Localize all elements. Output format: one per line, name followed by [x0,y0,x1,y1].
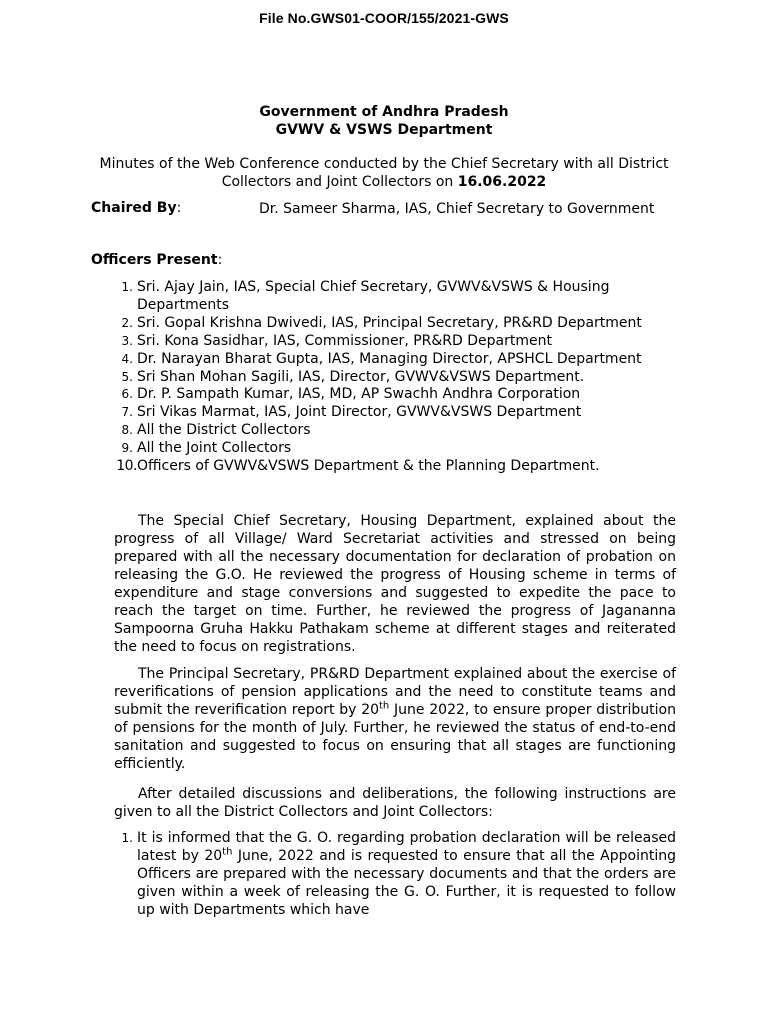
minutes-heading [90,155,678,191]
chaired-by-value: Dr. Sameer Sharma, IAS, Chief Secretary to Government [259,201,655,217]
list-item: 3. Sri. Kona Sasidhar, IAS, Commissioner, PR&RD Department [121,332,552,349]
list-item: 2. Sri. Gopal Krishna Dwivedi, IAS, Principal Secretary, PR&RD Department [121,314,642,331]
list-item: 7. Sri Vikas Marmat, IAS, Joint Director, GVWV&VSWS Department [121,404,582,421]
officers-present-label: Officers Present: [91,252,223,268]
list-item: 1. It is informed that the G. O. regarding probation declaration will be released latest by 20th June, 2022 and is requested to ensure that all the Appointing Officers are prepared with the necessary documents and that the orders are given within a week of releasing the G. O. Further, it is requested to follow up with Departments which have [121,830,676,918]
paragraph-prrd: The Principal Secretary, PR&RD Department explained about the exercise of reverifications of pension applications and the need to constitute teams and submit the reverification report by 20th June 2022, to ensure proper distribution of pensions for the month of July. Further, he reviewed the status of end-to-end sanitation and suggested to focus on ensuring that all stages are functioning efficiently. [114,666,676,772]
paragraph-instructions-intro: After detailed discussions and deliberations, the following instructions are given to all the District Collectors and Joint Collectors: [114,786,676,820]
list-item: 10. Officers of GVWV&VSWS Department & the Planning Department. [116,458,600,475]
file-number: File No.GWS01-COOR/155/2021-GWS [259,10,509,26]
minutes-text: Minutes of the Web Conference conducted by the Chief Secretary with all District Collectors and Joint Collectors on [99,156,669,190]
instructions-list [105,829,676,919]
department-title: GVWV & VSWS Department [275,122,493,138]
paragraph-housing: The Special Chief Secretary, Housing Department, explained about the progress of all Village/ Ward Secretariat activities and stressed on being prepared with all the necessary documentation for declaration of probation on releasing the G.O. He reviewed the progress of Housing scheme in terms of expenditure and stage conversions and suggested to expedite the pace to reach the target on time. Further, he reviewed the progress of Jagananna Sampoorna Gruha Hakku Pathakam scheme at different stages and reiterated the need to focus on registrations. [114,513,676,655]
list-item: 5. Sri Shan Mohan Sagili, IAS, Director, GVWV&VSWS Department. [121,368,585,385]
officers-list [105,279,685,476]
list-item: 9. All the Joint Collectors [121,440,292,457]
government-title: Government of Andhra Pradesh [259,104,509,120]
meeting-date: 16.06.2022 [457,174,547,190]
list-item: 1. Sri. Ajay Jain, IAS, Special Chief Secretary, GVWV&VSWS & Housing Departments [121,279,610,313]
list-item: 4. Dr. Narayan Bharat Gupta, IAS, Managing Director, APSHCL Department [121,350,642,367]
list-item: 6. Dr. P. Sampath Kumar, IAS, MD, AP Swachh Andhra Corporation [121,386,581,403]
chaired-by-label: Chaired By: [91,200,182,216]
list-item: 8. All the District Collectors [121,422,311,439]
